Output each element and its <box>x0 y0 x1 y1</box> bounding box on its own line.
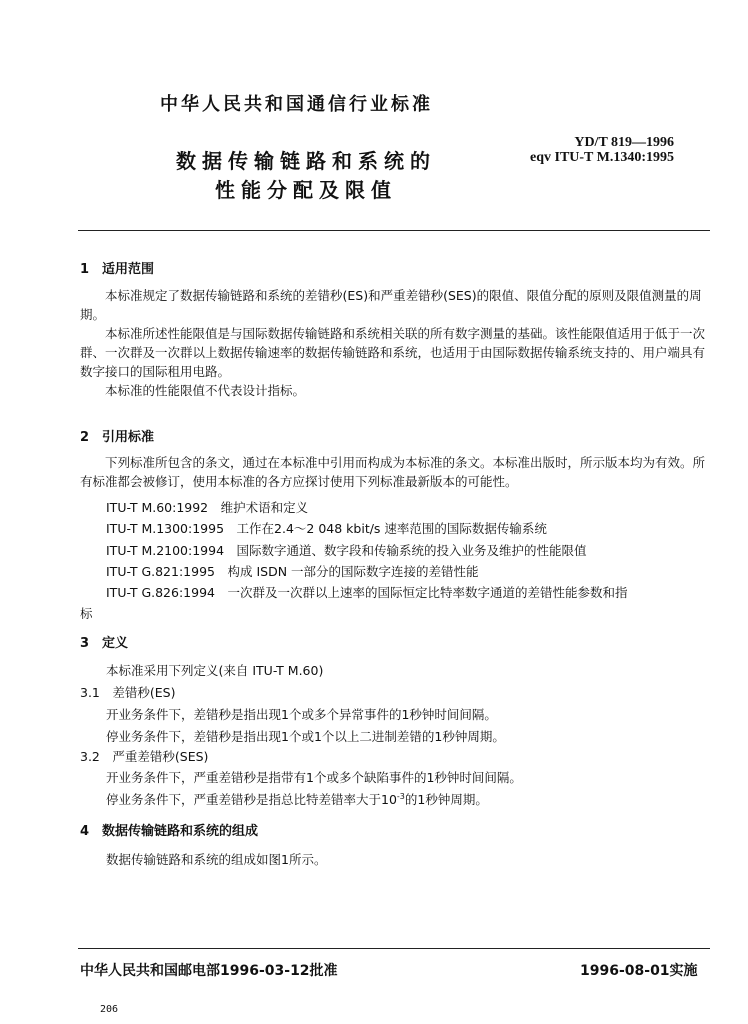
definition-3-2-out-of-service <box>106 790 488 808</box>
definition-3-1-heading: 3.1 差错秒(ES) <box>80 685 176 700</box>
section-1-para-2: 本标准所述性能限值是与国际数据传输链路和系统相关联的所有数字测量的基础。该性能限值适用于低于一次群、一次群及一次群以上数据传输速率的数据传输链路和系统，也适用于由国际数据传输系统支持的、用户端具有数字接口的国际租用电路。 <box>80 326 706 379</box>
section-1-heading: 1 适用范围 <box>80 262 155 277</box>
section-4-heading: 4 数据传输链路和系统的组成 <box>80 824 259 839</box>
reference-item: ITU-T M.2100:1994 国际数字通道、数字段和传输系统的投入业务及维护的性能限值 <box>106 543 587 558</box>
ses-threshold-exponent: -3 <box>396 791 405 801</box>
section-4-para: 数据传输链路和系统的组成如图1所示。 <box>106 852 327 867</box>
section-1-para-1: 本标准规定了数据传输链路和系统的差错秒(ES)和严重差错秒(SES)的限值、限值分配的原则及限值测量的周期。 <box>80 288 702 322</box>
section-2-para-1: 下列标准所包含的条文，通过在本标准中引用而构成为本标准的条文。本标准出版时，所示版本均为有效。所有标准都会被修订，使用本标准的各方应探讨使用下列标准最新版本的可能性。 <box>80 455 706 489</box>
reference-item: ITU-T M.60:1992 维护术语和定义 <box>106 500 309 515</box>
reference-item: ITU-T G.821:1995 构成 ISDN 一部分的国际数字连接的差错性能 <box>106 564 479 579</box>
definition-3-1-out-of-service: 停业务条件下，差错秒是指出现1个或1个以上二进制差错的1秒钟周期。 <box>106 729 505 744</box>
header-divider <box>78 230 710 231</box>
definition-3-2-heading: 3.2 严重差错秒(SES) <box>80 749 209 764</box>
section-3-heading: 3 定义 <box>80 636 129 651</box>
equivalent-standard: eqv ITU-T M.1340:1995 <box>530 150 675 165</box>
ses-definition-text: 停业务条件下，严重差错秒是指总比特差错率大于10 <box>106 792 397 807</box>
footer-divider <box>78 948 710 949</box>
document-title-line1: 数据传输链路和系统的 <box>176 149 436 173</box>
implementation-date: 1996-08-01实施 <box>580 963 698 979</box>
section-2-heading: 2 引用标准 <box>80 430 155 445</box>
standard-codes <box>530 135 674 165</box>
approval-date: 中华人民共和国邮电部1996-03-12批准 <box>80 963 338 979</box>
reference-item: ITU-T G.826:1994 一次群及一次群以上速率的国际恒定比特率数字通道的差错性能参数和指 <box>106 585 628 600</box>
industry-standard-heading: 中华人民共和国通信行业标准 <box>160 94 433 115</box>
document-title-line2: 性能分配及限值 <box>215 178 397 202</box>
section-1-body <box>80 286 708 400</box>
section-2-body <box>80 453 708 491</box>
definition-3-1-in-service: 开业务条件下，差错秒是指出现1个或多个异常事件的1秒钟时间间隔。 <box>106 707 497 722</box>
section-1-para-3: 本标准的性能限值不代表设计指标。 <box>105 383 306 398</box>
reference-item: ITU-T M.1300:1995 工作在2.4～2 048 kbit/s 速率范围的国际数据传输系统 <box>106 521 547 536</box>
definition-3-2-in-service: 开业务条件下，严重差错秒是指带有1个或多个缺陷事件的1秒钟时间间隔。 <box>106 770 522 785</box>
standard-code: YD/T 819—1996 <box>574 135 675 150</box>
page-number: 206 <box>100 1004 119 1015</box>
section-3-intro: 本标准采用下列定义(来自 ITU-T M.60) <box>106 663 324 678</box>
reference-item-wrap: 标 <box>80 606 93 621</box>
ses-definition-suffix: 的1秒钟周期。 <box>404 792 488 807</box>
